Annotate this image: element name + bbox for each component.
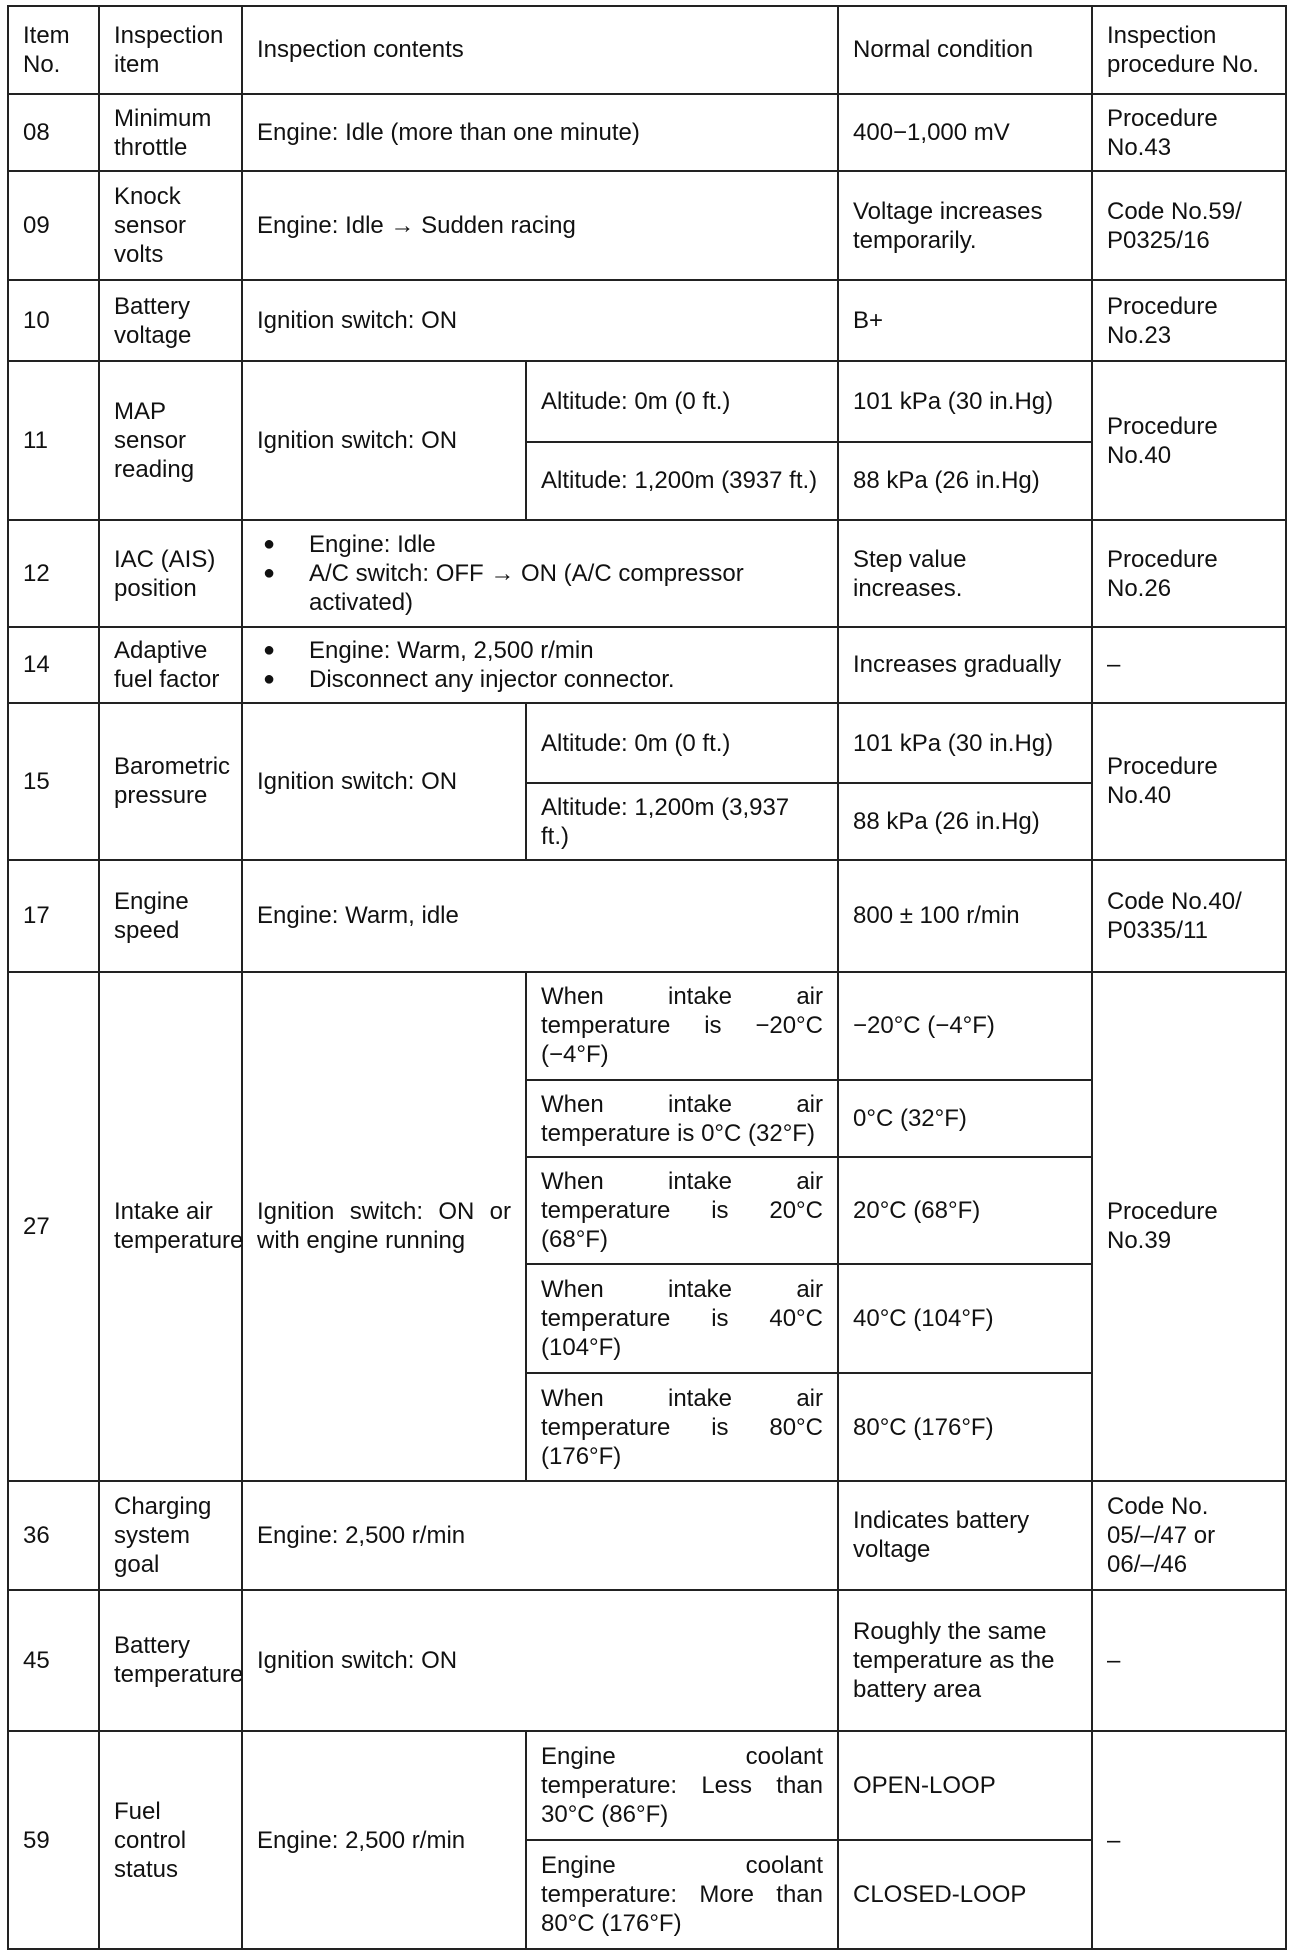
procedure-no: Procedure No.23 [1092, 280, 1286, 361]
procedure-no: Code No. 05/–/47 or 06/–/46 [1092, 1481, 1286, 1590]
item-no: 10 [8, 280, 99, 361]
sub-condition: Altitude: 0m (0 ft.) [526, 361, 838, 442]
normal-condition: Voltage increases temporarily. [838, 171, 1092, 280]
item-no: 09 [8, 171, 99, 280]
bullet-item: ● Engine: Idle [257, 530, 823, 559]
header-normal-condition: Normal condition [838, 6, 1092, 94]
normal-condition: 101 kPa (30 in.Hg) [838, 703, 1092, 784]
normal-condition: Roughly the same temperature as the battery area [838, 1590, 1092, 1731]
procedure-no: – [1092, 627, 1286, 703]
table-row [8, 280, 1286, 361]
inspection-contents: Ignition switch: ON [242, 1590, 838, 1731]
table-row [8, 94, 1286, 172]
sub-condition: When intake air temperature is −20°C (−4°F) [526, 972, 838, 1080]
table-row [8, 1590, 1286, 1731]
item-no: 59 [8, 1731, 99, 1949]
inspection-contents [242, 627, 838, 703]
normal-condition: 88 kPa (26 in.Hg) [838, 783, 1092, 860]
procedure-no: – [1092, 1731, 1286, 1949]
header-row [8, 6, 1286, 94]
sub-condition: When intake air temperature is 80°C (176°F) [526, 1373, 838, 1481]
table-row [8, 860, 1286, 972]
inspection-item: Intake air temperature [99, 972, 242, 1481]
inspection-contents: Ignition switch: ON [242, 703, 526, 860]
inspection-contents: Ignition switch: ON [242, 361, 526, 520]
inspection-contents [242, 520, 838, 627]
inspection-contents: Engine: 2,500 r/min [242, 1481, 838, 1590]
header-inspection-contents: Inspection contents [242, 6, 838, 94]
normal-condition: 40°C (104°F) [838, 1264, 1092, 1373]
table-row [8, 171, 1286, 280]
sub-condition: When intake air temperature is 20°C (68°F) [526, 1157, 838, 1264]
normal-condition: 101 kPa (30 in.Hg) [838, 361, 1092, 442]
inspection-item: Battery temperature [99, 1590, 242, 1731]
sub-condition: Altitude: 1,200m (3,937 ft.) [526, 783, 838, 860]
table-row [8, 361, 1286, 442]
header-procedure-no: Inspection procedure No. [1092, 6, 1286, 94]
item-no: 27 [8, 972, 99, 1481]
normal-condition: Increases gradually [838, 627, 1092, 703]
sub-condition: When intake air temperature is 40°C (104°F) [526, 1264, 838, 1373]
procedure-no: Procedure No.40 [1092, 361, 1286, 520]
item-no: 14 [8, 627, 99, 703]
table-row [8, 1731, 1286, 1840]
table-row [8, 520, 1286, 627]
normal-condition: Indicates battery voltage [838, 1481, 1092, 1590]
inspection-contents: Engine: Idle (more than one minute) [242, 94, 838, 172]
normal-condition: 80°C (176°F) [838, 1373, 1092, 1481]
inspection-item: Charging system goal [99, 1481, 242, 1590]
inspection-contents: Ignition switch: ON [242, 280, 838, 361]
normal-condition: 88 kPa (26 in.Hg) [838, 442, 1092, 521]
procedure-no: Procedure No.26 [1092, 520, 1286, 627]
header-inspection-item: Inspection item [99, 6, 242, 94]
item-no: 45 [8, 1590, 99, 1731]
normal-condition: 0°C (32°F) [838, 1080, 1092, 1158]
normal-condition: −20°C (−4°F) [838, 972, 1092, 1080]
table-row [8, 703, 1286, 784]
inspection-table [7, 5, 1287, 1950]
inspection-contents: Ignition switch: ON or with engine running [242, 972, 526, 1481]
sub-condition: Engine coolant temperature: Less than 30°C (86°F) [526, 1731, 838, 1840]
header-item-no: Item No. [8, 6, 99, 94]
item-no: 17 [8, 860, 99, 972]
inspection-item: Minimum throttle [99, 94, 242, 172]
sub-condition: Altitude: 0m (0 ft.) [526, 703, 838, 784]
inspection-table-sheet [7, 5, 1285, 1950]
sub-condition: When intake air temperature is 0°C (32°F) [526, 1080, 838, 1158]
item-no: 15 [8, 703, 99, 860]
inspection-item: Fuel control status [99, 1731, 242, 1949]
inspection-item: Engine speed [99, 860, 242, 972]
inspection-item: Barometric pressure [99, 703, 242, 860]
item-no: 12 [8, 520, 99, 627]
table-row [8, 972, 1286, 1080]
table-row [8, 627, 1286, 703]
inspection-contents: Engine: Idle → Sudden racing [242, 171, 838, 280]
inspection-contents: Engine: 2,500 r/min [242, 1731, 526, 1949]
procedure-no: Code No.40/ P0335/11 [1092, 860, 1286, 972]
normal-condition: OPEN-LOOP [838, 1731, 1092, 1840]
normal-condition: 400−1,000 mV [838, 94, 1092, 172]
normal-condition: CLOSED-LOOP [838, 1840, 1092, 1949]
normal-condition: B+ [838, 280, 1092, 361]
procedure-no: Procedure No.43 [1092, 94, 1286, 172]
item-no: 08 [8, 94, 99, 172]
inspection-item: Knock sensor volts [99, 171, 242, 280]
procedure-no: Procedure No.39 [1092, 972, 1286, 1481]
item-no: 11 [8, 361, 99, 520]
table-row [8, 1481, 1286, 1590]
sub-condition: Engine coolant temperature: More than 80°C (176°F) [526, 1840, 838, 1949]
inspection-item: IAC (AIS) position [99, 520, 242, 627]
normal-condition: Step value increases. [838, 520, 1092, 627]
procedure-no: – [1092, 1590, 1286, 1731]
inspection-item: Battery voltage [99, 280, 242, 361]
inspection-contents: Engine: Warm, idle [242, 860, 838, 972]
procedure-no: Procedure No.40 [1092, 703, 1286, 860]
normal-condition: 20°C (68°F) [838, 1157, 1092, 1264]
bullet-list [257, 530, 823, 617]
sub-condition: Altitude: 1,200m (3937 ft.) [526, 442, 838, 521]
item-no: 36 [8, 1481, 99, 1590]
bullet-item: ● Disconnect any injector connector. [257, 665, 823, 694]
bullet-item: ● Engine: Warm, 2,500 r/min [257, 636, 823, 665]
inspection-item: Adaptive fuel factor [99, 627, 242, 703]
inspection-item: MAP sensor reading [99, 361, 242, 520]
bullet-item: ● A/C switch: OFF → ON (A/C compressor activated) [257, 559, 823, 617]
procedure-no: Code No.59/ P0325/16 [1092, 171, 1286, 280]
normal-condition: 800 ± 100 r/min [838, 860, 1092, 972]
bullet-list [257, 636, 823, 694]
